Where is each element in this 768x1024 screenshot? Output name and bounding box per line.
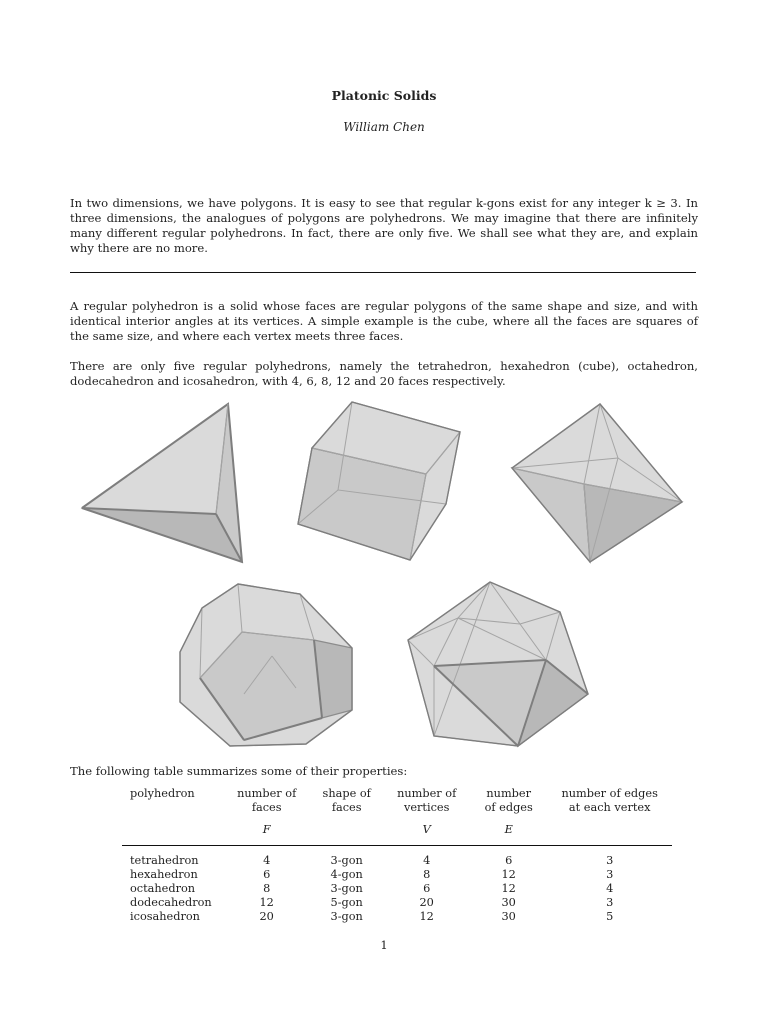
table-cell: 4-gon [330,868,363,881]
table-cell: 20 [259,910,274,923]
column-header: polyhedron [130,787,195,800]
icosahedron-illustration [400,576,594,752]
octahedron-illustration [506,398,688,568]
five-solids-paragraph: There are only five regular polyhedrons, namely the tetrahedron, hexahedron (cube), octahedron, dodecahedron and icosahedron, with 4, 6, 8, 12 and 20 faces respectively. [70,359,698,388]
column-header: number of vertices [397,787,457,814]
table-cell: 4 [423,854,431,867]
table-cell: 6 [505,854,513,867]
table-row [122,896,672,910]
column-symbol: E [504,823,513,836]
table-cell: hexahedron [130,868,198,881]
table-row [122,868,672,882]
definition-paragraph: A regular polyhedron is a solid whose faces are regular polygons of the same shape and size, and with identical interior angles at its vertices. A simple example is the cube, where all the faces are squares of the same size, and where each vertex meets three faces. [70,299,698,343]
properties-table [122,787,672,924]
column-symbol [548,815,672,846]
table-cell: 4 [606,882,614,895]
paper-title: Platonic Solids [331,88,437,103]
column-header: number of faces [237,787,297,814]
table-cell: 30 [501,896,516,909]
table-cell: 5 [606,910,614,923]
intro-paragraph: In two dimensions, we have polygons. It is easy to see that regular k-gons exist for any integer k ≥ 3. In three dimensions, the analogues of polygons are polyhedrons. We may imagine that there are infinitely many different regular polyhedrons. In fact, there are only five. We shall see what they are, and explain why there are no more. [70,196,698,255]
table-cell: 8 [263,882,271,895]
table-cell: 3-gon [330,854,363,867]
table-row [122,910,672,924]
column-symbol: V [422,823,431,836]
table-cell: tetrahedron [130,854,199,867]
table-cell: 30 [501,910,516,923]
tetrahedron-illustration [78,398,248,568]
table-cell: 6 [263,868,271,881]
dodecahedron-illustration [172,576,364,752]
table-intro-paragraph: The following table summarizes some of their properties: [70,764,408,778]
table-cell: 12 [501,882,516,895]
column-symbol: F [262,823,271,836]
table-cell: 12 [501,868,516,881]
table-cell: 3 [606,868,614,881]
table-symbol-row [122,815,672,846]
table-cell: 6 [423,882,431,895]
table-cell: 3-gon [330,910,363,923]
table-row [122,846,672,869]
table-cell: 20 [419,896,434,909]
column-header: shape of faces [322,787,371,814]
table-cell: icosahedron [130,910,200,923]
table-cell: dodecahedron [130,896,212,909]
column-symbol [310,815,384,846]
table-cell: 5-gon [330,896,363,909]
table-row [122,882,672,896]
table-cell: 3 [606,896,614,909]
table-cell: 8 [423,868,431,881]
table-cell: octahedron [130,882,196,895]
horizontal-rule [70,272,696,273]
table-cell: 4 [263,854,271,867]
column-header: number of edges at each vertex [561,787,658,814]
cube-illustration [292,396,468,566]
table-header-row [122,787,672,815]
column-header: number of edges [484,787,533,814]
table-cell: 3-gon [330,882,363,895]
paper-author: William Chen [343,120,425,134]
page-number: 1 [380,938,388,952]
column-symbol [122,815,224,846]
table-cell: 12 [259,896,274,909]
table-cell: 3 [606,854,614,867]
table-cell: 12 [419,910,434,923]
